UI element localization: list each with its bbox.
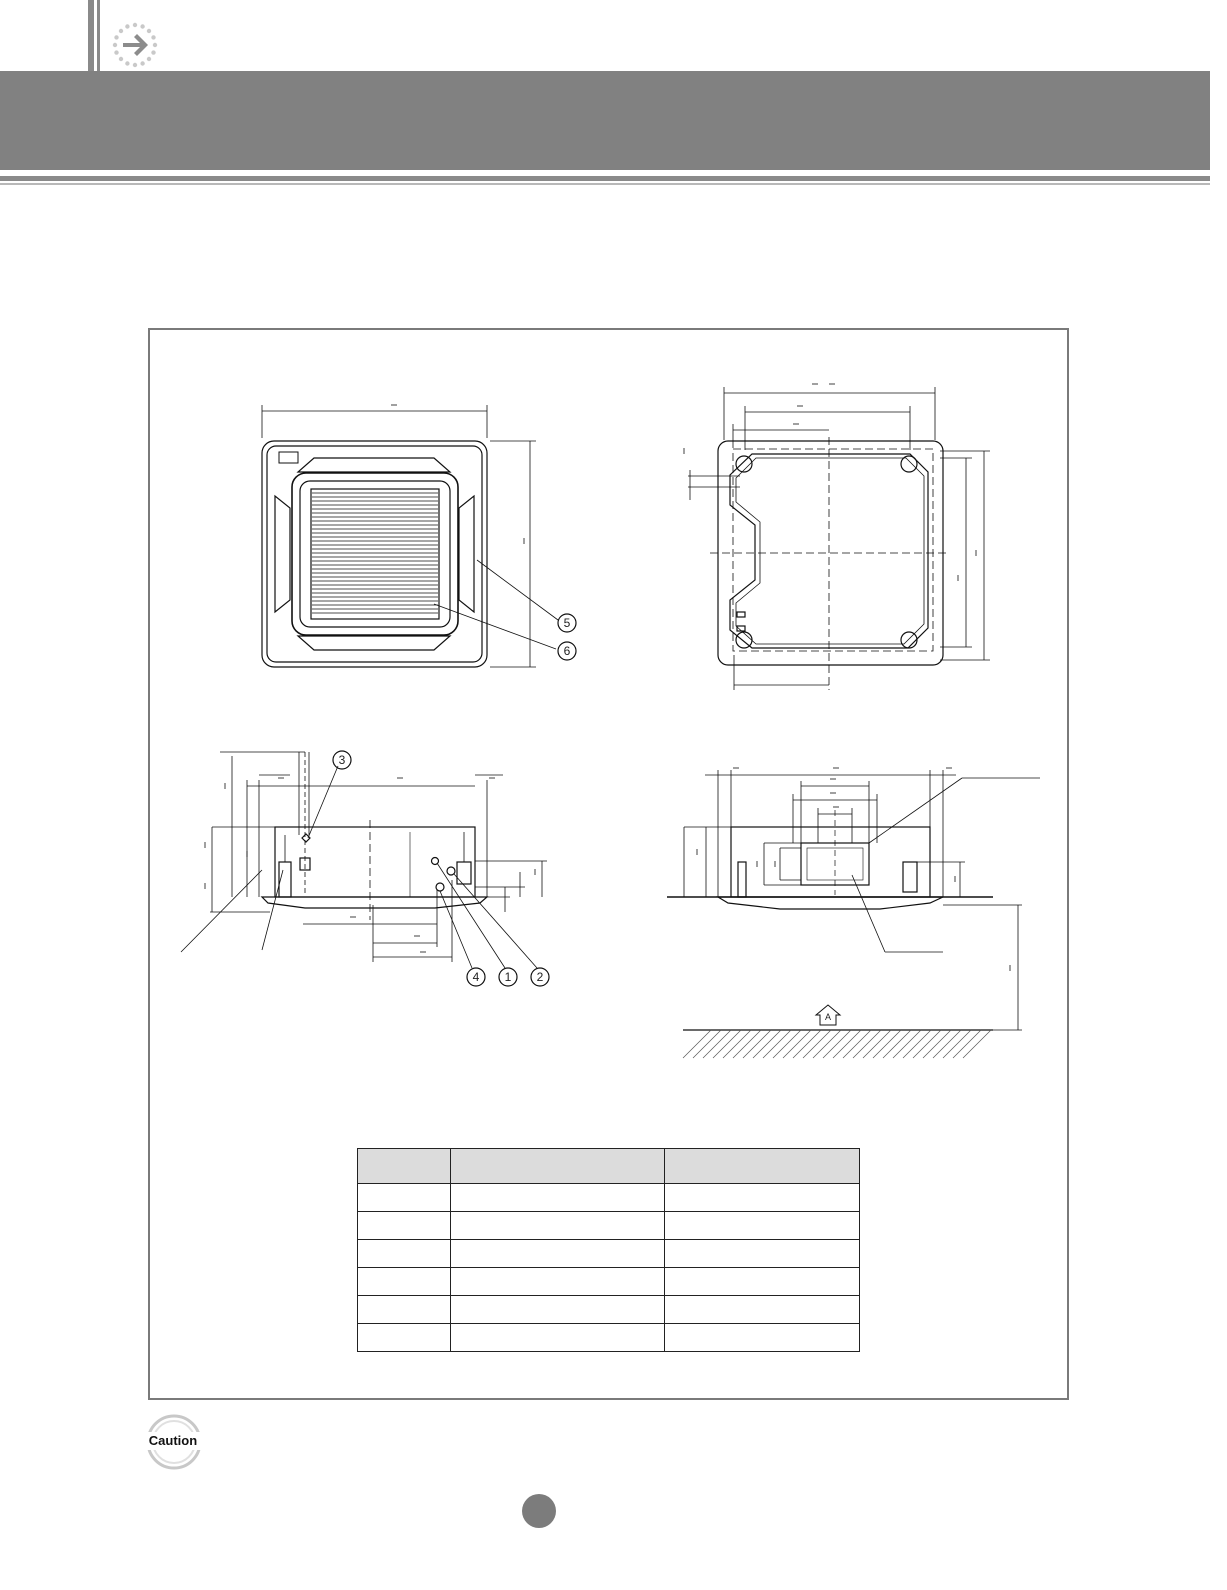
table-row [358, 1212, 860, 1240]
callout-1: 1 [504, 970, 512, 984]
callout-5: 5 [563, 616, 571, 630]
table-row [358, 1240, 860, 1268]
table-cell [451, 1324, 665, 1352]
table-cell [451, 1212, 665, 1240]
spec-table [357, 1148, 860, 1352]
callout-2: 2 [536, 970, 544, 984]
table-row [358, 1184, 860, 1212]
table-header-cell [358, 1149, 451, 1184]
table-cell [358, 1212, 451, 1240]
table-cell [665, 1240, 860, 1268]
callout-6: 6 [563, 644, 571, 658]
top-view [684, 384, 990, 690]
callout-3: 3 [338, 753, 346, 767]
table-cell [358, 1324, 451, 1352]
side-view [181, 752, 547, 968]
table-cell [665, 1212, 860, 1240]
view-a-label: A [824, 1012, 832, 1022]
caution-label: Caution [148, 1433, 198, 1448]
table-cell [451, 1240, 665, 1268]
table-cell [358, 1268, 451, 1296]
table-cell [665, 1324, 860, 1352]
front-panel-view [262, 405, 558, 667]
table-cell [358, 1296, 451, 1324]
table-cell [665, 1184, 860, 1212]
table-header-row [358, 1149, 860, 1184]
table-row [358, 1324, 860, 1352]
table-row [358, 1268, 860, 1296]
table-header-cell [451, 1149, 665, 1184]
table-cell [358, 1184, 451, 1212]
table-cell [665, 1296, 860, 1324]
table-cell [451, 1184, 665, 1212]
side-view-right [667, 768, 1040, 1058]
table-cell [665, 1268, 860, 1296]
table-header-cell [665, 1149, 860, 1184]
table-cell [451, 1296, 665, 1324]
page-number-dot [522, 1494, 556, 1528]
table-cell [358, 1240, 451, 1268]
caution-badge-icon [142, 1414, 204, 1470]
callout-4: 4 [472, 970, 480, 984]
table-cell [451, 1268, 665, 1296]
callout-circles [333, 614, 576, 986]
table-row [358, 1296, 860, 1324]
